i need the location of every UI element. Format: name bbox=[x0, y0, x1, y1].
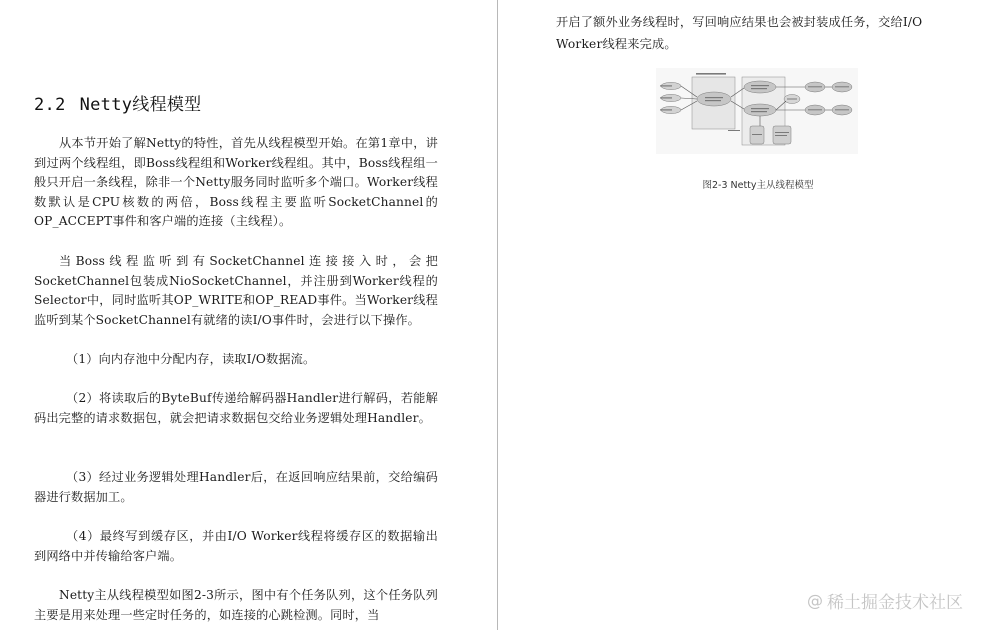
worker-node bbox=[744, 104, 776, 116]
model-paragraph: Netty主从线程模型如图2-3所示，图中有个任务队列，这个任务队列主要是用来处理一些定时任务的，如连接的心跳检测。同时，当 bbox=[34, 588, 438, 622]
diagram-graphic bbox=[656, 68, 858, 154]
figure-caption: 图2-3 Netty主从线程模型 bbox=[702, 180, 814, 191]
step-4-paragraph: （4）最终写到缓存区，并由I/O Worker线程将缓存区的数据输出到网络中并传输给客户端。 bbox=[34, 529, 438, 563]
watermark bbox=[807, 588, 963, 613]
continuation-paragraph: 开启了额外业务线程时，写回响应结果也会被封装成任务，交给I/O Worker线程来完成。 bbox=[556, 15, 923, 51]
section-number: 2.2 bbox=[34, 95, 66, 115]
section-title: Netty线程模型 bbox=[79, 95, 202, 115]
worker-node bbox=[744, 81, 776, 93]
step-3-paragraph: （3）经过业务逻辑处理Handler后，在返回响应结果前，交给编码器进行数据加工。 bbox=[34, 470, 438, 504]
thread-model-diagram bbox=[656, 68, 858, 154]
section-heading bbox=[34, 90, 201, 115]
at-icon: @ bbox=[807, 591, 823, 610]
watermark-text: 稀土掘金技术社区 bbox=[827, 593, 963, 613]
right-page bbox=[498, 0, 983, 630]
intro-paragraph: 从本节开始了解Netty的特性，首先从线程模型开始。在第1章中，讲到过两个线程组，即Boss线程组和Worker线程组。其中，Boss线程组一般只开启一条线程，除非一个Netty服务同时监听多个端口。Worker线程数默认是CPU核数的两倍，Boss线程主要监听SocketChannel的OP_ACCEPT事件和客户端的连接（主线程）。 bbox=[34, 136, 438, 229]
step-2-paragraph: （2）将读取后的ByteBuf传递给解码器Handler进行解码，若能解码出完整的请求数据包，就会把请求数据包交给业务逻辑处理Handler。 bbox=[34, 391, 438, 425]
boss-group-node bbox=[697, 92, 731, 106]
boss-paragraph: 当Boss线程监听到有SocketChannel连接接入时，会把SocketChannel包装成NioSocketChannel，并注册到Worker线程的Selector中，同时监听其OP_WRITE和OP_READ事件。当Worker线程监听到某个SocketChannel有就绪的读I/O事件时，会进行以下操作。 bbox=[34, 254, 438, 327]
step-1-paragraph: （1）向内存池中分配内存，读取I/O数据流。 bbox=[66, 352, 316, 366]
